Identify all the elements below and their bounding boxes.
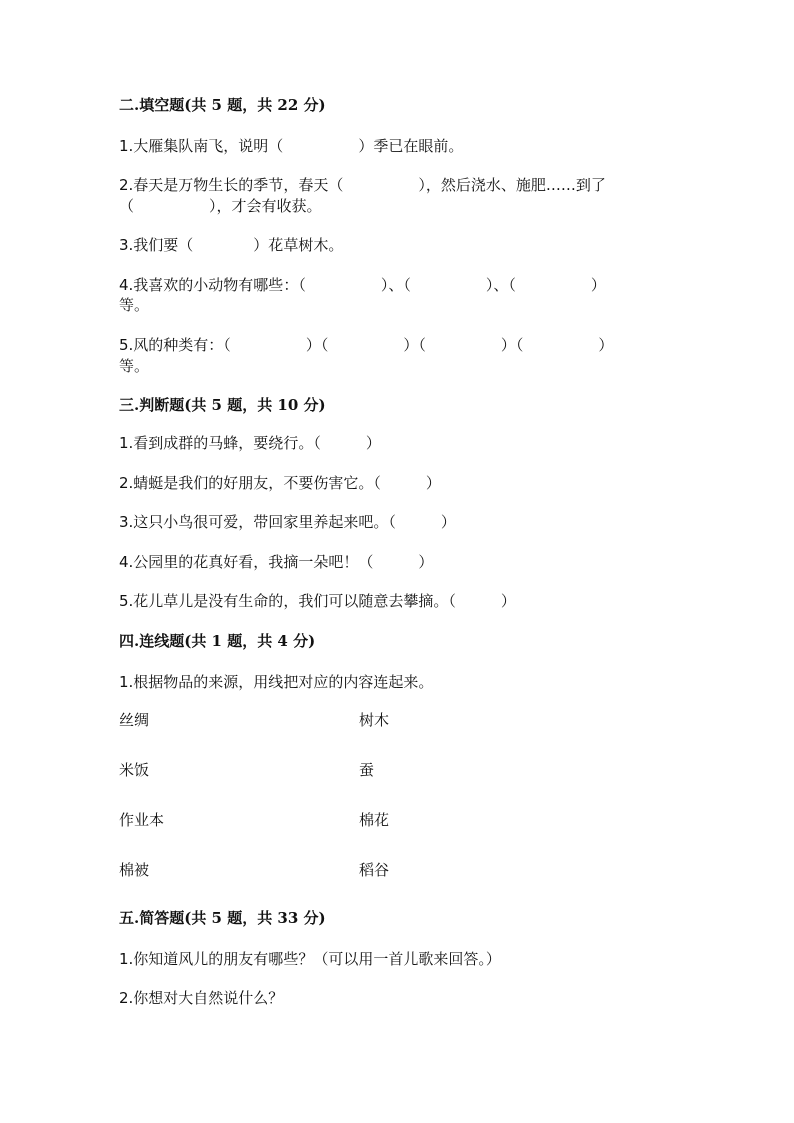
- section-3-title: 三.判断题(共 5 题，共 10 分): [119, 396, 326, 414]
- fill-question-5-line-1: 5.风的种类有：（ ）（ ）（ ）（ ）: [119, 336, 614, 354]
- matching-left-item: 丝绸: [119, 711, 150, 729]
- judge-question-3: 3.这只小鸟很可爱，带回家里养起来吧。（ ）: [119, 513, 456, 531]
- matching-left-item: 作业本: [119, 811, 165, 829]
- judge-question-4: 4.公园里的花真好看，我摘一朵吧！（ ）: [119, 553, 434, 571]
- fill-question-3: 3.我们要（ ）花草树木。: [119, 236, 344, 254]
- matching-right-item: 蚕: [359, 761, 375, 779]
- judge-question-5: 5.花儿草儿是没有生命的，我们可以随意去攀摘。（ ）: [119, 592, 516, 610]
- judge-question-1: 1.看到成群的马蜂，要绕行。（ ）: [119, 434, 381, 452]
- short-answer-question-1: 1.你知道风儿的朋友有哪些？（可以用一首儿歌来回答。）: [119, 950, 501, 968]
- matching-left-item: 棉被: [119, 861, 150, 879]
- fill-question-4-line-1: 4.我喜欢的小动物有哪些：（ ）、（ ）、（ ）: [119, 276, 606, 294]
- fill-question-4-line-2: 等。: [119, 296, 150, 314]
- matching-right-item: 稻谷: [359, 861, 390, 879]
- matching-right-item: 树木: [359, 711, 390, 729]
- fill-question-5-line-2: 等。: [119, 357, 150, 375]
- section-4-title: 四.连线题(共 1 题，共 4 分): [119, 632, 316, 650]
- matching-right-item: 棉花: [359, 811, 390, 829]
- matching-question-1: 1.根据物品的来源，用线把对应的内容连起来。: [119, 673, 434, 691]
- fill-question-1: 1.大雁集队南飞，说明（ ）季已在眼前。: [119, 137, 464, 155]
- judge-question-2: 2.蜻蜓是我们的好朋友，不要伤害它。（ ）: [119, 474, 441, 492]
- short-answer-question-2: 2.你想对大自然说什么？: [119, 989, 284, 1007]
- section-5-title: 五.简答题(共 5 题，共 33 分): [119, 909, 326, 927]
- section-2-title: 二.填空题(共 5 题，共 22 分): [119, 96, 326, 114]
- fill-question-2-line-2: （ ），才会有收获。: [119, 197, 322, 215]
- matching-left-item: 米饭: [119, 761, 150, 779]
- fill-question-2-line-1: 2.春天是万物生长的季节，春天（ ），然后浇水、施肥……到了: [119, 176, 606, 194]
